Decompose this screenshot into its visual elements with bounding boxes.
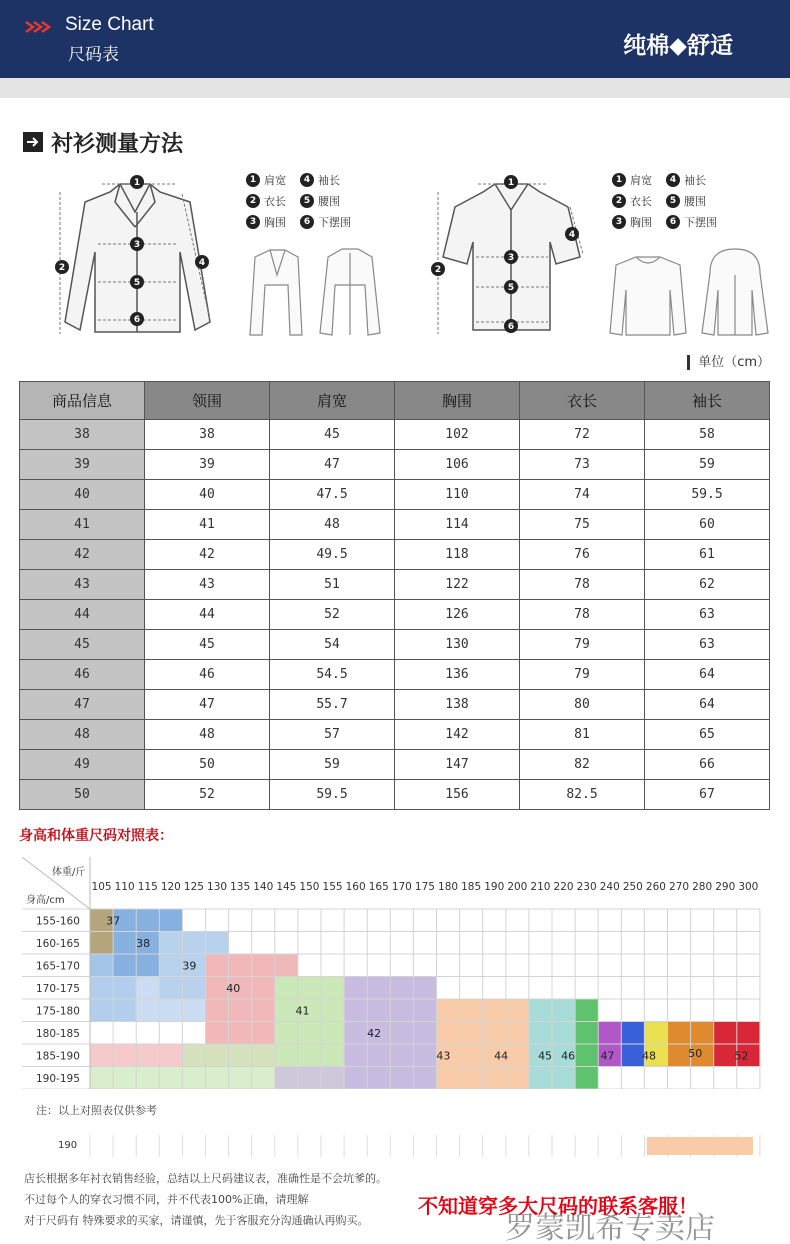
- corner-weight-label: 体重/斤: [52, 867, 86, 878]
- table-cell: 82: [520, 750, 645, 780]
- table-cell: 46: [20, 660, 145, 690]
- size-label: 48: [642, 1049, 657, 1063]
- legend-item: 6 下摆围: [666, 214, 717, 230]
- table-body: [20, 420, 770, 810]
- table-cell: 64: [645, 690, 770, 720]
- table-cell: 64: [645, 660, 770, 690]
- weight-label: 200: [507, 881, 528, 893]
- height-label: 165-170: [36, 960, 80, 973]
- svg-text:5: 5: [507, 283, 515, 293]
- weight-label: 190: [484, 881, 505, 893]
- legend-item: 5 腰围: [666, 193, 706, 209]
- table-row: [20, 720, 770, 750]
- long-sleeve-shirt-diagram: [50, 172, 225, 342]
- legend-item: 2 衣长: [246, 193, 286, 209]
- table-cell: 59.5: [645, 480, 770, 510]
- legend-item: 5 腰围: [300, 193, 340, 209]
- table-cell: 142: [395, 720, 520, 750]
- table-cell: 39: [20, 450, 145, 480]
- size-label: 47: [600, 1049, 615, 1063]
- table-row: [20, 540, 770, 570]
- table-cell: 45: [145, 630, 270, 660]
- size-label: 50: [688, 1047, 703, 1060]
- table-cell: 65: [645, 720, 770, 750]
- table-cell: 74: [520, 480, 645, 510]
- table-cell: 45: [20, 630, 145, 660]
- size-label: 42: [367, 1026, 382, 1040]
- tee-hoodie-sketch: [598, 245, 773, 340]
- legend-item: 1 肩宽: [246, 172, 286, 188]
- table-cell: 62: [645, 570, 770, 600]
- weight-label: 150: [299, 881, 320, 893]
- table-cell: 43: [20, 570, 145, 600]
- size-label: 52: [734, 1049, 749, 1063]
- weight-label: 230: [576, 881, 597, 893]
- table-header-row: [20, 382, 770, 420]
- table-cell: 156: [395, 780, 520, 810]
- weight-label: 155: [322, 881, 343, 893]
- arrow-right-icon: [23, 132, 43, 152]
- table-cell: 54.5: [270, 660, 395, 690]
- measurement-legend-left: [246, 172, 396, 232]
- section-title-text: 衬衫测量方法: [51, 131, 184, 157]
- legend-item: 6 下摆围: [300, 214, 351, 230]
- table-cell: 118: [395, 540, 520, 570]
- table-row: [20, 630, 770, 660]
- table-cell: 58: [645, 420, 770, 450]
- header-divider: [0, 78, 790, 98]
- table-cell: 61: [645, 540, 770, 570]
- height-label: 175-180: [36, 1005, 80, 1018]
- table-cell: 59: [645, 450, 770, 480]
- size-label: 44: [494, 1049, 509, 1063]
- weight-label: 165: [368, 881, 389, 893]
- header-title-en: Size Chart: [65, 14, 154, 35]
- column-header: 袖长: [645, 382, 770, 420]
- table-cell: 45: [270, 420, 395, 450]
- short-sleeve-shirt-diagram: [428, 172, 593, 342]
- table-cell: 54: [270, 630, 395, 660]
- weight-label: 240: [599, 881, 620, 893]
- unit-label: 单位（cm）: [687, 355, 770, 370]
- weight-label: 270: [669, 881, 690, 893]
- column-header: 肩宽: [270, 382, 395, 420]
- table-cell: 59: [270, 750, 395, 780]
- extra-row-strip: [22, 1135, 770, 1157]
- suit-jacket-sketch: [240, 245, 390, 340]
- table-cell: 138: [395, 690, 520, 720]
- table-cell: 66: [645, 750, 770, 780]
- size-label: 40: [226, 981, 241, 995]
- svg-text:4: 4: [568, 230, 576, 240]
- svg-text:2: 2: [58, 263, 66, 273]
- weight-label: 135: [230, 881, 251, 893]
- table-cell: 130: [395, 630, 520, 660]
- svg-text:1: 1: [507, 178, 515, 188]
- table-cell: 78: [520, 570, 645, 600]
- section-title: [23, 127, 183, 157]
- footer-line-2: 不过每个人的穿衣习惯不同，并不代表100%正确，请理解: [24, 1193, 309, 1206]
- table-cell: 48: [20, 720, 145, 750]
- svg-text:2: 2: [434, 265, 442, 275]
- footer-line-3: 对于尺码有 特殊要求的买家，请谨慎，先于客服充分沟通确认再购买。: [24, 1214, 369, 1227]
- contact-service-text: 不知道穿多大尺码的联系客服！: [418, 1194, 698, 1218]
- table-cell: 147: [395, 750, 520, 780]
- table-cell: 52: [145, 780, 270, 810]
- table-cell: 67: [645, 780, 770, 810]
- table-cell: 38: [145, 420, 270, 450]
- legend-item: 2 衣长: [612, 193, 652, 209]
- table-cell: 81: [520, 720, 645, 750]
- table-cell: 51: [270, 570, 395, 600]
- weight-label: 170: [391, 881, 412, 893]
- weight-label: 260: [645, 881, 666, 893]
- size-label: 45: [538, 1049, 553, 1063]
- table-row: [20, 420, 770, 450]
- svg-text:4: 4: [198, 258, 206, 268]
- table-cell: 44: [145, 600, 270, 630]
- table-cell: 110: [395, 480, 520, 510]
- size-table: [19, 381, 770, 810]
- table-cell: 63: [645, 600, 770, 630]
- weight-label: 290: [715, 881, 736, 893]
- table-cell: 80: [520, 690, 645, 720]
- size-label: 46: [561, 1049, 576, 1063]
- table-row: [20, 450, 770, 480]
- table-cell: 40: [20, 480, 145, 510]
- weight-label: 130: [207, 881, 228, 893]
- table-row: [20, 660, 770, 690]
- header-title-cn: 尺码表: [68, 45, 119, 65]
- size-label: 37: [106, 914, 121, 928]
- weight-label: 140: [253, 881, 274, 893]
- table-cell: 42: [20, 540, 145, 570]
- weight-label: 110: [114, 881, 135, 893]
- size-label: 39: [182, 959, 197, 973]
- table-cell: 76: [520, 540, 645, 570]
- table-cell: 42: [145, 540, 270, 570]
- table-row: [20, 750, 770, 780]
- table-cell: 72: [520, 420, 645, 450]
- legend-item: 4 袖长: [666, 172, 706, 188]
- table-cell: 78: [520, 600, 645, 630]
- table-cell: 44: [20, 600, 145, 630]
- table-cell: 40: [145, 480, 270, 510]
- size-block-fill: [275, 1067, 344, 1090]
- table-cell: 41: [20, 510, 145, 540]
- weight-label: 185: [461, 881, 482, 893]
- table-cell: 60: [645, 510, 770, 540]
- table-cell: 59.5: [270, 780, 395, 810]
- weight-label: 175: [414, 881, 435, 893]
- table-row: [20, 480, 770, 510]
- weight-label: 280: [692, 881, 713, 893]
- table-cell: 126: [395, 600, 520, 630]
- svg-text:3: 3: [133, 240, 141, 250]
- svg-text:6: 6: [507, 322, 515, 332]
- table-cell: 49.5: [270, 540, 395, 570]
- height-label: 160-165: [36, 937, 80, 950]
- table-cell: 75: [520, 510, 645, 540]
- table-cell: 106: [395, 450, 520, 480]
- table-cell: 47: [20, 690, 145, 720]
- header-slogan: 纯棉◆舒适: [623, 33, 733, 59]
- weight-label: 160: [345, 881, 366, 893]
- svg-text:3: 3: [507, 253, 515, 263]
- svg-text:1: 1: [133, 178, 141, 188]
- footer-line-1: 店长根据多年衬衣销售经验，总结以上尺码建议表，准确性是不会坑爹的。: [24, 1172, 387, 1185]
- chart-note: 注：以上对照表仅供参考: [36, 1104, 157, 1117]
- legend-item: 1 肩宽: [612, 172, 652, 188]
- height-label: 190-195: [36, 1072, 80, 1085]
- table-cell: 114: [395, 510, 520, 540]
- table-cell: 47: [270, 450, 395, 480]
- table-cell: 55.7: [270, 690, 395, 720]
- table-cell: 57: [270, 720, 395, 750]
- table-row: [20, 780, 770, 810]
- table-cell: 48: [270, 510, 395, 540]
- measurement-legend-right: [612, 172, 762, 232]
- table-cell: 52: [270, 600, 395, 630]
- weight-height-grid: [22, 857, 770, 1089]
- table-cell: 102: [395, 420, 520, 450]
- column-header: 商品信息: [20, 382, 145, 420]
- height-label: 170-175: [36, 982, 80, 995]
- table-cell: 50: [145, 750, 270, 780]
- weight-label: 125: [183, 881, 204, 893]
- shop-watermark: 罗蒙凯希专卖店: [505, 1211, 715, 1244]
- table-cell: 38: [20, 420, 145, 450]
- svg-text:5: 5: [133, 278, 141, 288]
- table-cell: 50: [20, 780, 145, 810]
- weight-label: 250: [622, 881, 643, 893]
- weight-height-chart: [22, 857, 770, 1089]
- table-cell: 48: [145, 720, 270, 750]
- corner-height-label: 身高/cm: [26, 895, 65, 906]
- table-row: [20, 510, 770, 540]
- table-cell: 49: [20, 750, 145, 780]
- legend-item: 3 胸围: [246, 214, 286, 230]
- table-cell: 136: [395, 660, 520, 690]
- table-cell: 39: [145, 450, 270, 480]
- table-cell: 63: [645, 630, 770, 660]
- table-row: [20, 570, 770, 600]
- weight-label: 300: [738, 881, 759, 893]
- weight-label: 115: [137, 881, 158, 893]
- legend-item: 3 胸围: [612, 214, 652, 230]
- table-cell: 47: [145, 690, 270, 720]
- column-header: 领围: [145, 382, 270, 420]
- header-banner: [0, 0, 790, 78]
- table-cell: 79: [520, 630, 645, 660]
- weight-label: 220: [553, 881, 574, 893]
- svg-text:6: 6: [133, 315, 141, 325]
- weight-label: 210: [530, 881, 551, 893]
- size-label: 41: [295, 1004, 310, 1018]
- table-cell: 82.5: [520, 780, 645, 810]
- weight-label: 145: [276, 881, 297, 893]
- table-row: [20, 600, 770, 630]
- table-cell: 47.5: [270, 480, 395, 510]
- weight-height-title: 身高和体重尺码对照表：: [19, 828, 173, 844]
- extra-row-label: 190: [58, 1140, 78, 1151]
- table-cell: 41: [145, 510, 270, 540]
- column-header: 胸围: [395, 382, 520, 420]
- size-label: 43: [436, 1049, 451, 1063]
- height-label: 180-185: [36, 1027, 80, 1040]
- size-label: 38: [136, 936, 151, 950]
- table-cell: 73: [520, 450, 645, 480]
- column-header: 衣长: [520, 382, 645, 420]
- table-cell: 43: [145, 570, 270, 600]
- weight-label: 105: [91, 881, 112, 893]
- double-chevron-icon: [24, 20, 54, 34]
- weight-label: 180: [438, 881, 459, 893]
- weight-label: 120: [160, 881, 181, 893]
- strip-highlight: [647, 1137, 753, 1155]
- height-label: 155-160: [36, 915, 80, 928]
- table-cell: 122: [395, 570, 520, 600]
- height-label: 185-190: [36, 1050, 80, 1063]
- table-cell: 46: [145, 660, 270, 690]
- legend-item: 4 袖长: [300, 172, 340, 188]
- table-row: [20, 690, 770, 720]
- table-cell: 79: [520, 660, 645, 690]
